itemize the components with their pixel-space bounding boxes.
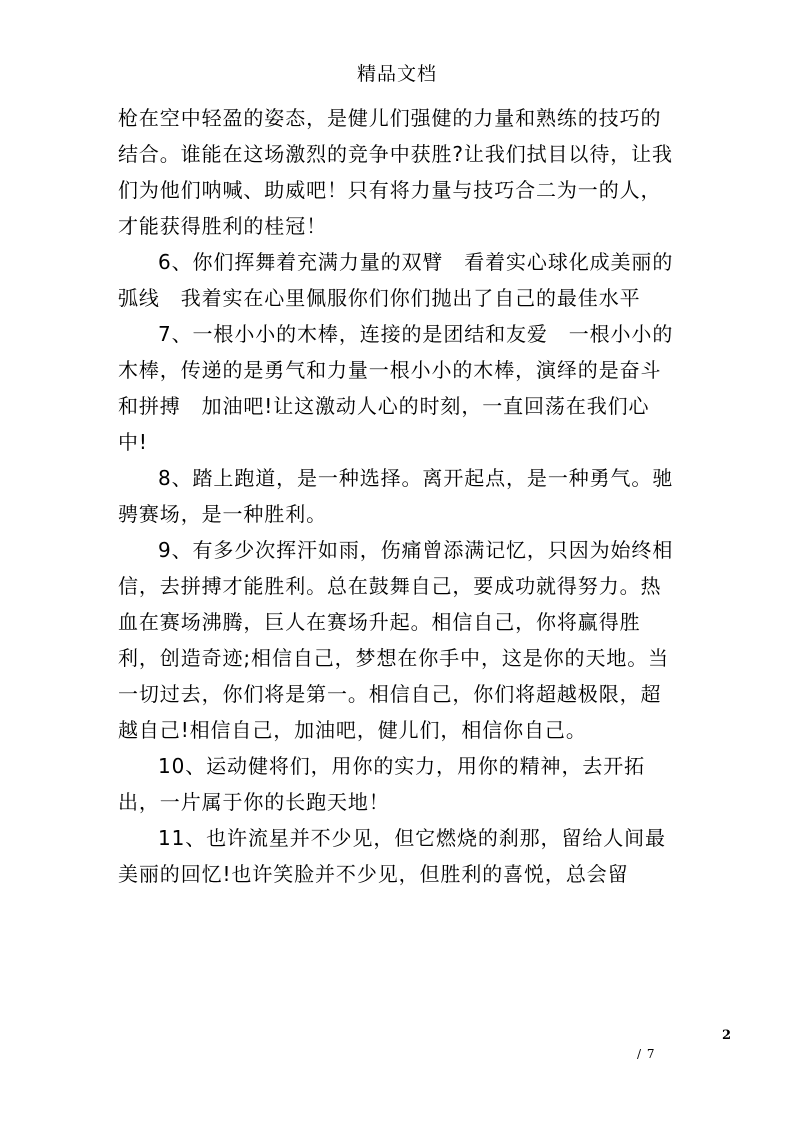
paragraph-item-7: 7、一根小小的木棒，连接的是团结和友爱 一根小小的木棒，传递的是勇气和力量一根小小的木棒，演绎的是奋斗和拼搏 加油吧!让这激动人心的时刻，一直回荡在我们心中!: [118, 322, 674, 454]
paragraph-item-6: 6、你们挥舞着充满力量的双臂 看着实心球化成美丽的弧线 我着实在心里佩服你们你们抛出了自己的最佳水平: [118, 250, 674, 310]
paragraph-item-11: 11、也许流星并不少见，但它燃烧的刹那，留给人间最美丽的回忆!也许笑脸并不少见，但胜利的喜悦，总会留: [118, 826, 666, 886]
page-header-title: 精品文档: [356, 63, 437, 85]
page-number: 2: [722, 1028, 732, 1043]
document-body: [118, 100, 674, 892]
page-total: / 7: [637, 1047, 656, 1061]
paragraph-item-9: 9、有多少次挥汗如雨，伤痛曾添满记忆，只因为始终相信，去拼搏才能胜利。总在鼓舞自己，要成功就得努力。热血在赛场沸腾，巨人在赛场升起。相信自己，你将赢得胜利，创造奇迹;相信自己，梦想在你手中，这是你的天地。当一切过去，你们将是第一。相信自己，你们将超越极限，超越自己!相信自己，加油吧，健儿们，相信你自己。: [118, 538, 674, 742]
paragraph-continuation: 枪在空中轻盈的姿态，是健儿们强健的力量和熟练的技巧的结合。谁能在这场激烈的竞争中获胜?让我们拭目以待，让我们为他们呐喊、助威吧！只有将力量与技巧合二为一的人，才能获得胜利的桂冠！: [118, 106, 673, 238]
paragraph-item-10: 10、运动健将们，用你的实力，用你的精神，去开拓出，一片属于你的长跑天地！: [118, 754, 646, 814]
paragraph-item-8: 8、踏上跑道，是一种选择。离开起点，是一种勇气。驰骋赛场，是一种胜利。: [118, 466, 674, 526]
